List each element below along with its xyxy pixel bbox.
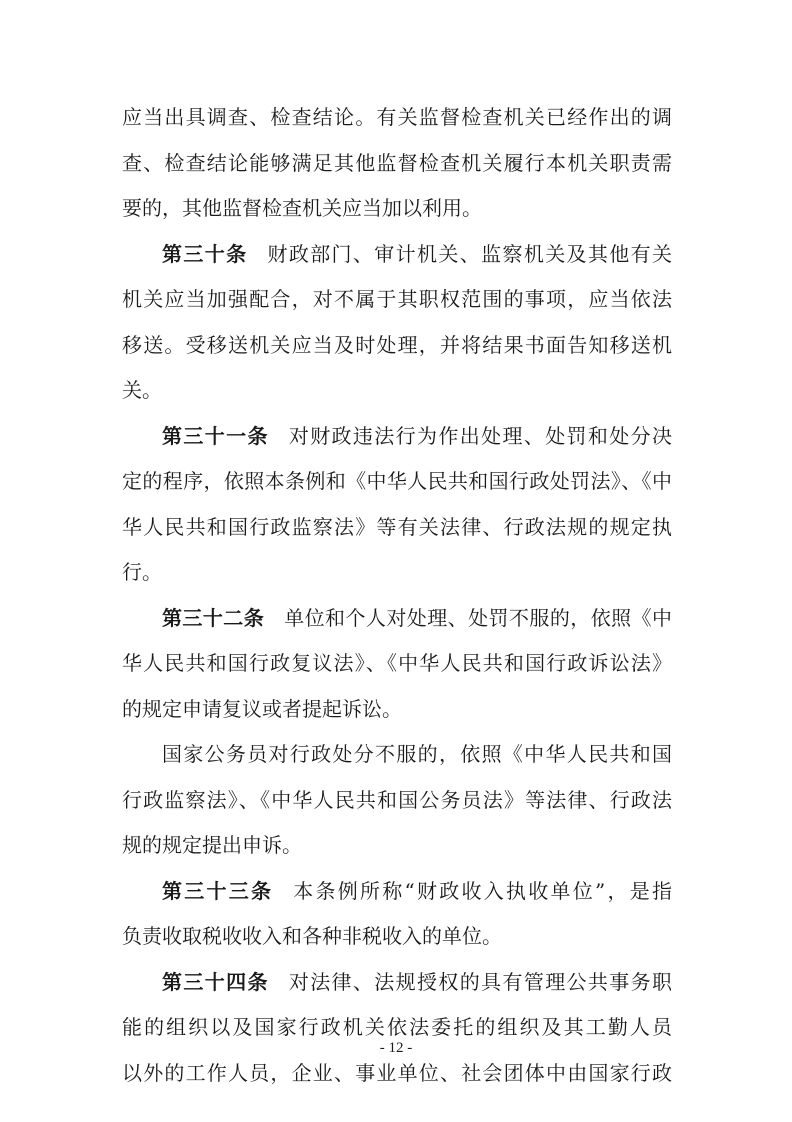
text-line: 应当出具调查、检查结论。有关监督检查机关已经作出的调 (122, 105, 672, 129)
article-31-heading: 第三十一条 (162, 423, 269, 448)
text-line: 行政监察法》、《中华人民共和国公务员法》等法律、行政法 (122, 787, 672, 812)
article-32-first-line (122, 596, 672, 642)
article-30-first-line (122, 232, 672, 278)
article-32-heading: 第三十二条 (162, 605, 265, 630)
text-line: 以外的工作人员，企业、事业单位、社会团体中由国家行政 (122, 1060, 672, 1085)
text-line: 单位和个人对处理、处罚不服的，依照《中 (284, 605, 673, 630)
text-line: 关。 (122, 378, 162, 402)
text-line: 本条例所称“财政收入执收单位”，是指 (293, 878, 673, 903)
text-line: 查、检查结论能够满足其他监督检查机关履行本机关职责需 (122, 150, 672, 175)
text-line: 移送。受移送机关应当及时处理，并将结果书面告知移送机 (122, 332, 672, 357)
text-line: 对法律、法规授权的具有管理公共事务职 (288, 969, 673, 994)
text-line: 华人民共和国行政监察法》等有关法律、行政法规的规定执 (122, 514, 672, 539)
text-line: 定的程序，依照本条例和《中华人民共和国行政处罚法》、《中 (122, 469, 672, 493)
text-line: 对财政违法行为作出处理、处罚和处分决 (288, 423, 673, 448)
text-line: 要的，其他监督检查机关应当加以利用。 (122, 196, 482, 220)
text-line: 规的规定提出申诉。 (122, 833, 302, 857)
text-line: 的规定申请复议或者提起诉讼。 (122, 696, 402, 721)
article-34-heading: 第三十四条 (162, 969, 269, 994)
text-line: 机关应当加强配合，对不属于其职权范围的事项，应当依法 (122, 287, 672, 311)
article-31-first-line (122, 414, 672, 460)
text-line: 负责收取税收收入和各种非税收入的单位。 (122, 924, 502, 948)
text-line: 国家公务员对行政处分不服的，依照《中华人民共和国 (162, 742, 672, 766)
article-33-heading: 第三十三条 (162, 878, 274, 903)
article-30-heading: 第三十条 (162, 241, 248, 266)
text-line: 行。 (122, 560, 162, 584)
text-line: 能的组织以及国家行政机关依法委托的组织及其工勤人员 (122, 1015, 672, 1039)
page-number: - 12 - (379, 1040, 413, 1056)
document-body (122, 95, 672, 1096)
article-34-first-line (122, 960, 672, 1006)
text-line: 华人民共和国行政复议法》、《中华人民共和国行政诉讼法》 (122, 651, 672, 675)
text-line: 财政部门、审计机关、监察机关及其他有关 (267, 241, 673, 266)
article-33-first-line (122, 869, 672, 915)
